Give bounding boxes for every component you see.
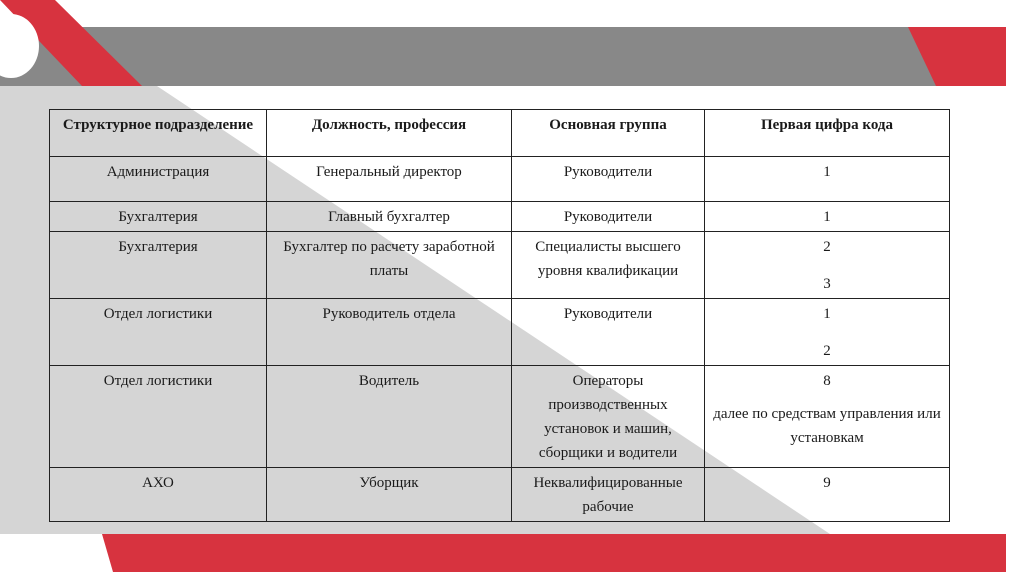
header-position: Должность, профессия [267,110,512,157]
cell-department: Бухгалтерия [50,202,267,232]
table-row [50,366,950,468]
table-row [50,299,950,366]
cell-code [705,232,950,299]
cell-group: Руководители [512,157,705,202]
cell-position: Уборщик [267,468,512,522]
header-first-code-digit: Первая цифра кода [705,110,950,157]
table-row [50,468,950,522]
code-value: 1 [823,306,831,322]
cell-code [705,366,950,468]
header-department: Структурное подразделение [50,110,267,157]
occupation-code-table [49,109,950,522]
code-note: далее по средствам управления или установкам [713,406,941,446]
table-header-row [50,110,950,157]
cell-department: Отдел логистики [50,366,267,468]
cell-group: Руководители [512,299,705,366]
cell-code [705,157,950,202]
table-row [50,157,950,202]
bottom-red-band [113,534,1006,572]
cell-code [705,468,950,522]
cell-group: Руководители [512,202,705,232]
code-value: 2 [823,343,831,359]
cell-position: Генеральный директор [267,157,512,202]
code-value: 2 [823,239,831,255]
code-value: 8 [823,373,831,389]
top-grey-band [0,27,1006,86]
header-main-group: Основная группа [512,110,705,157]
code-value: 9 [823,475,831,491]
cell-position: Водитель [267,366,512,468]
cell-department: АХО [50,468,267,522]
cell-group: Специалисты высшего уровня квалификации [512,232,705,299]
code-value: 1 [823,209,831,225]
cell-code [705,299,950,366]
cell-position: Руководитель отдела [267,299,512,366]
cell-department: Отдел логистики [50,299,267,366]
table-row [50,232,950,299]
cell-code [705,202,950,232]
cell-group: Операторы производственных установок и машин, сборщики и водители [512,366,705,468]
cell-position: Бухгалтер по расчету заработной платы [267,232,512,299]
code-value: 3 [823,276,831,292]
cell-group: Неквалифицированные рабочие [512,468,705,522]
cell-department: Бухгалтерия [50,232,267,299]
cell-position: Главный бухгалтер [267,202,512,232]
table-row [50,202,950,232]
cell-department: Администрация [50,157,267,202]
code-value: 1 [823,164,831,180]
